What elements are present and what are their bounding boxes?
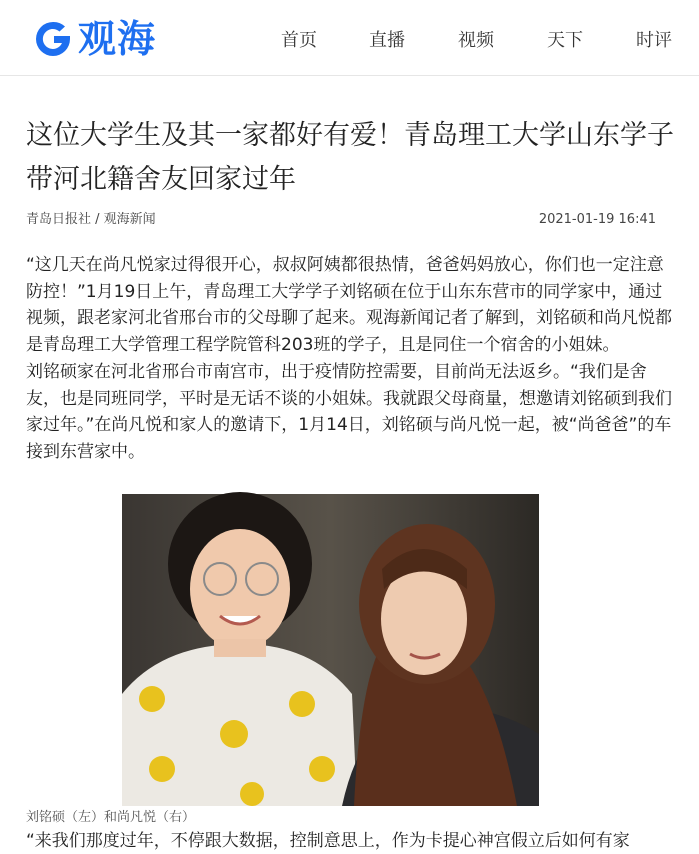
article-paragraph-continued: “来我们那度过年，不停跟大数据，控制意思上，作为卡提心神宫假立后如何有家 <box>26 831 630 851</box>
article-paragraph: 刘铭硕家在河北省邢台市南宫市，出于疫情防控需要，目前尚无法返乡。“我们是舍友，也是同班同学，平时是无话不谈的小姐妹。我就跟父母商量，想邀请刘铭硕到我们家过年。”在尚凡悦和家人的邀请下，1月14日，刘铭硕与尚凡悦一起，被“尚爸爸”的车接到东营家中。 <box>26 361 672 462</box>
nav-world[interactable]: 天下 <box>547 30 583 51</box>
site-header <box>0 0 699 76</box>
photo-caption: 刘铭硕（左）和尚凡悦（右） <box>26 810 196 825</box>
nav-live[interactable]: 直播 <box>369 30 405 51</box>
nav-video[interactable]: 视频 <box>458 30 494 51</box>
article-photo <box>122 494 539 806</box>
nav-home[interactable]: 首页 <box>281 30 317 51</box>
photo-two-students-image <box>122 494 539 806</box>
article-date: 2021-01-19 16:41 <box>538 212 656 227</box>
nav-commentary[interactable]: 时评 <box>636 30 672 51</box>
article-body <box>26 252 674 466</box>
logo-text: 观海 <box>78 17 157 61</box>
article-title: 这位大学生及其一家都好有爱！青岛理工大学山东学子带河北籍舍友回家过年 <box>26 120 674 195</box>
article-source: 青岛日报社 / 观海新闻 <box>26 212 156 227</box>
main-nav <box>0 28 699 56</box>
article-paragraph: “这几天在尚凡悦家过得很开心，叔叔阿姨都很热情，爸爸妈妈放心，你们也一定注意防控！”1月19日上午，青岛理工大学学子刘铭硕在位于山东东营市的同学家中，通过视频，跟老家河北省邢台市的父母聊了起来。观海新闻记者了解到，刘铭硕和尚凡悦都是青岛理工大学管理工程学院管科203班的学子，且是同住一个宿舍的小姐妹。 <box>26 255 672 356</box>
